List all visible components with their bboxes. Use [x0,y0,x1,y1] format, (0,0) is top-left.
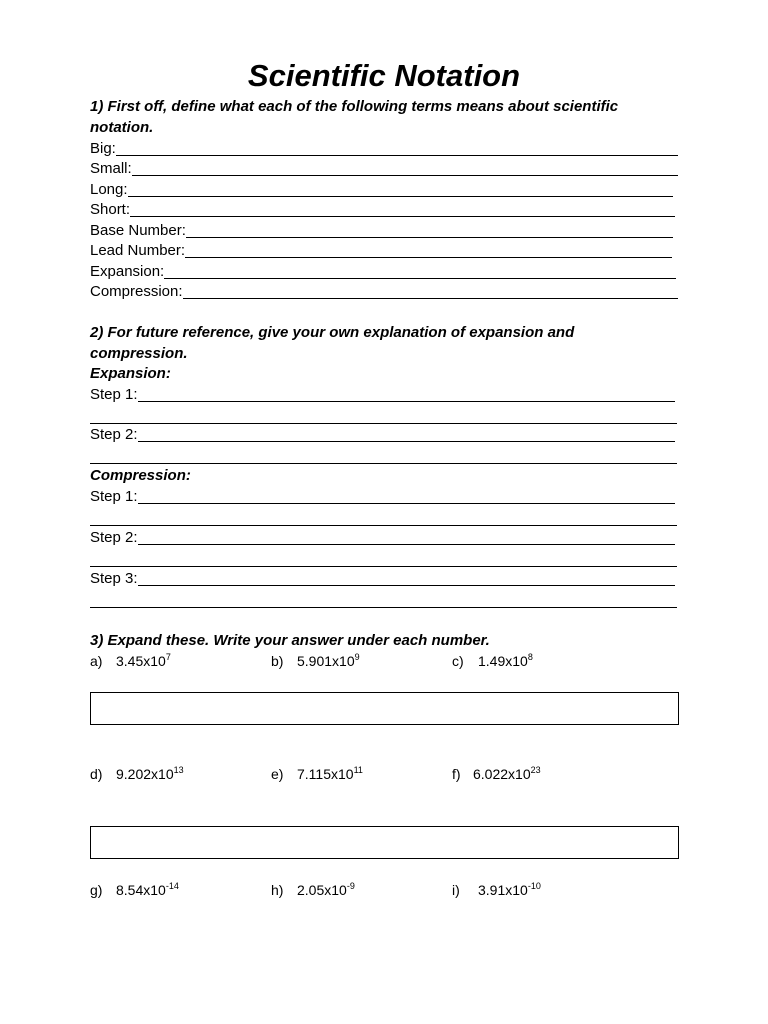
answer-line[interactable] [90,463,677,464]
term-row-compression [90,282,678,302]
term-label: Compression: [90,283,183,300]
problem-mantissa: 3.91x10 [478,882,528,898]
answer-blank[interactable] [164,262,676,279]
answer-blank[interactable] [138,487,675,504]
term-label: Small: [90,160,132,177]
problem-label: b) [271,653,284,669]
problem-exponent: -14 [165,881,179,891]
problem-exponent: 8 [527,652,533,662]
q1-prompt-line1: 1) First off, define what each of the following terms means about scientific [90,98,619,115]
term-label: Big: [90,140,116,157]
problem-c [452,651,533,671]
problem-mantissa: 5.901x10 [297,653,355,669]
term-label: Base Number: [90,222,186,239]
term-row-lead-number [90,241,672,261]
problem-label: a) [90,653,103,669]
problem-a [90,651,171,671]
problem-label: g) [90,882,103,898]
step-label: Step 3: [90,570,138,587]
problem-exponent: 13 [173,765,184,775]
problem-mantissa: 8.54x10 [116,882,166,898]
answer-blank[interactable] [130,200,675,217]
answer-blank[interactable] [186,221,673,238]
compression-step3-row [90,569,675,589]
step-label: Step 2: [90,529,138,546]
problem-mantissa: 7.115x10 [297,766,354,782]
step-label: Step 1: [90,488,138,505]
q2-prompt-line2: compression. [90,345,188,362]
problem-label: d) [90,766,103,782]
compression-step1-row [90,487,675,507]
term-label: Long: [90,181,128,198]
term-row-big [90,139,678,159]
problem-exponent: -9 [346,881,355,891]
q3-prompt: 3) Expand these. Write your answer under each number. [90,632,490,649]
problem-label: f) [452,766,461,782]
term-label: Expansion: [90,263,165,280]
problem-exponent: 23 [530,765,541,775]
problem-mantissa: 9.202x10 [116,766,174,782]
problem-exponent: -10 [527,881,541,891]
problem-g [90,880,179,900]
answer-box-def[interactable] [90,826,679,859]
answer-blank[interactable] [128,180,673,197]
step-label: Step 2: [90,426,138,443]
answer-line[interactable] [90,566,677,567]
term-row-long [90,180,673,200]
answer-line[interactable] [90,607,677,608]
problem-h [271,880,355,900]
term-label: Short: [90,201,131,218]
answer-blank[interactable] [132,159,678,176]
answer-blank[interactable] [138,385,675,402]
answer-blank[interactable] [138,528,675,545]
compression-step2-row [90,528,675,548]
q2-prompt-line1: 2) For future reference, give your own explanation of expansion and [90,324,575,341]
problem-e [271,764,363,784]
problem-mantissa: 3.45x10 [116,653,166,669]
compression-heading: Compression: [90,467,191,484]
problem-exponent: 9 [354,652,360,662]
problem-mantissa: 6.022x10 [473,766,531,782]
problem-label: c) [452,653,464,669]
problem-d [90,764,184,784]
answer-blank[interactable] [138,425,675,442]
answer-blank[interactable] [138,569,675,586]
problem-label: i) [452,882,460,898]
term-row-expansion [90,262,676,282]
expansion-step2-row [90,425,675,445]
expansion-step1-row [90,385,675,405]
problem-b [271,651,360,671]
problem-exponent: 11 [353,765,363,775]
problem-label: h) [271,882,284,898]
problem-mantissa: 1.49x10 [478,653,528,669]
answer-blank[interactable] [116,139,678,156]
problem-exponent: 7 [165,652,171,662]
term-row-short [90,200,675,220]
q1-prompt-line2: notation. [90,119,154,136]
answer-line[interactable] [90,423,677,424]
answer-blank[interactable] [185,241,672,258]
term-row-small [90,159,678,179]
step-label: Step 1: [90,386,138,403]
page-title: Scientific Notation [247,58,521,93]
answer-blank[interactable] [183,282,678,299]
problem-mantissa: 2.05x10 [297,882,347,898]
answer-line[interactable] [90,525,677,526]
term-row-base-number [90,221,673,241]
problem-f [452,764,541,784]
expansion-heading: Expansion: [90,365,171,382]
term-label: Lead Number: [90,242,186,259]
problem-label: e) [271,766,284,782]
problem-i [452,880,541,900]
answer-box-abc[interactable] [90,692,679,725]
